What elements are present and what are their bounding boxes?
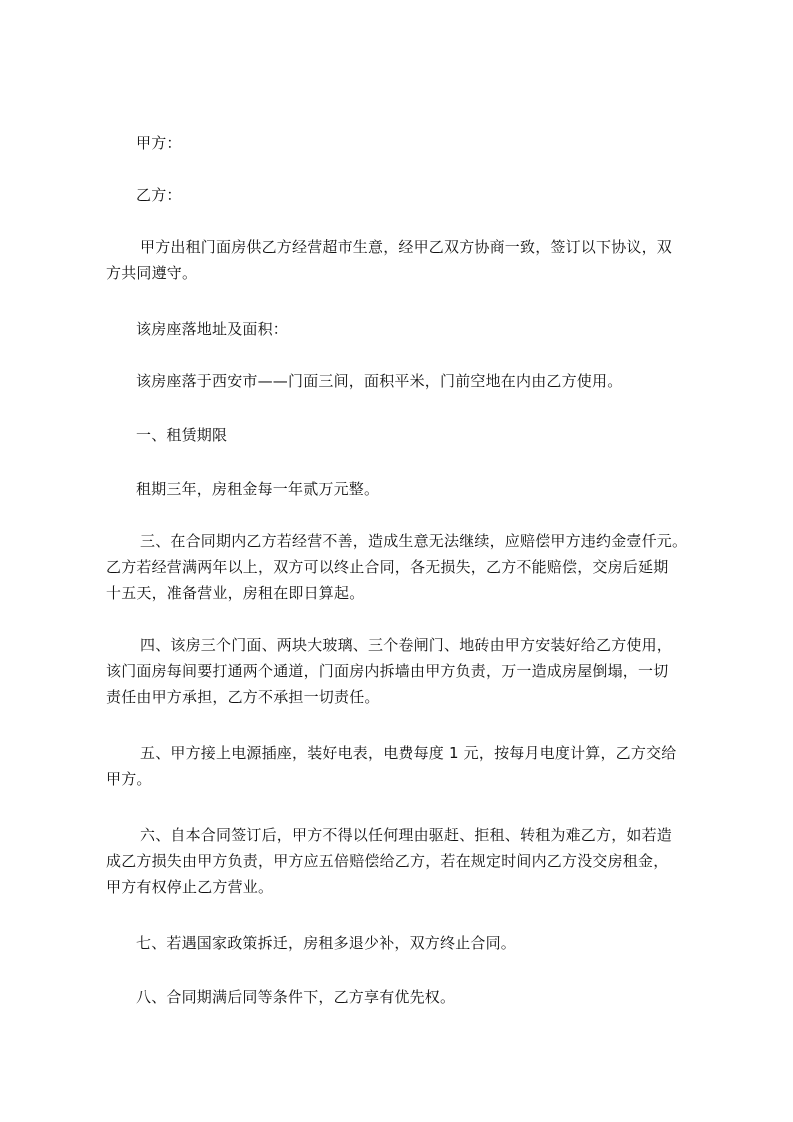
section-4-line-3: 责任由甲方承担，乙方不承担一切责任。 [106,688,380,706]
section-8-text: 八、合同期满后同等条件下，乙方享有优先权。 [136,988,456,1006]
section-6-line-1: 六、自本合同签订后，甲方不得以任何理由驱赶、拒租、转租为难乙方，如若造 [140,826,673,844]
section-1-heading: 一、租赁期限 [136,426,228,444]
section-7-text: 七、若遇国家政策拆迁，房租多退少补，双方终止合同。 [136,934,517,952]
section-3-line-1: 三、在合同期内乙方若经营不善，造成生意无法继续，应赔偿甲方违约金壹仟元。 [140,532,688,550]
party-b-label: 乙方： [136,186,182,204]
section-5-line-1: 五、甲方接上电源插座，装好电表，电费每度 1 元，按每月电度计算，乙方交给 [140,744,677,762]
section-5-line-2: 甲方。 [106,770,152,788]
location-text: 该房座落于西安市——门面三间，面积平米，门前空地在内由乙方使用。 [136,372,623,390]
section-3-line-2: 乙方若经营满两年以上，双方可以终止合同，各无损失，乙方不能赔偿，交房后延期 [106,558,669,576]
section-3-line-3: 十五天，准备营业，房租在即日算起。 [106,584,365,602]
location-heading: 该房座落地址及面积： [136,320,289,338]
party-a-label: 甲方： [136,134,182,152]
section-1-text: 租期三年，房租金每一年贰万元整。 [136,480,380,498]
section-6-line-3: 甲方有权停止乙方营业。 [106,878,274,896]
intro-line-1: 甲方出租门面房供乙方经营超市生意，经甲乙双方协商一致，签订以下协议，双 [140,238,673,256]
section-4-line-2: 该门面房每间要打通两个通道，门面房内拆墙由甲方负责，万一造成房屋倒塌，一切 [106,662,669,680]
section-4-line-1: 四、该房三个门面、两块大玻璃、三个卷闸门、地砖由甲方安装好给乙方使用， [140,636,673,654]
section-6-line-2: 成乙方损失由甲方负责，甲方应五倍赔偿给乙方，若在规定时间内乙方没交房租金， [106,852,669,870]
intro-line-2: 方共同遵守。 [106,264,198,282]
